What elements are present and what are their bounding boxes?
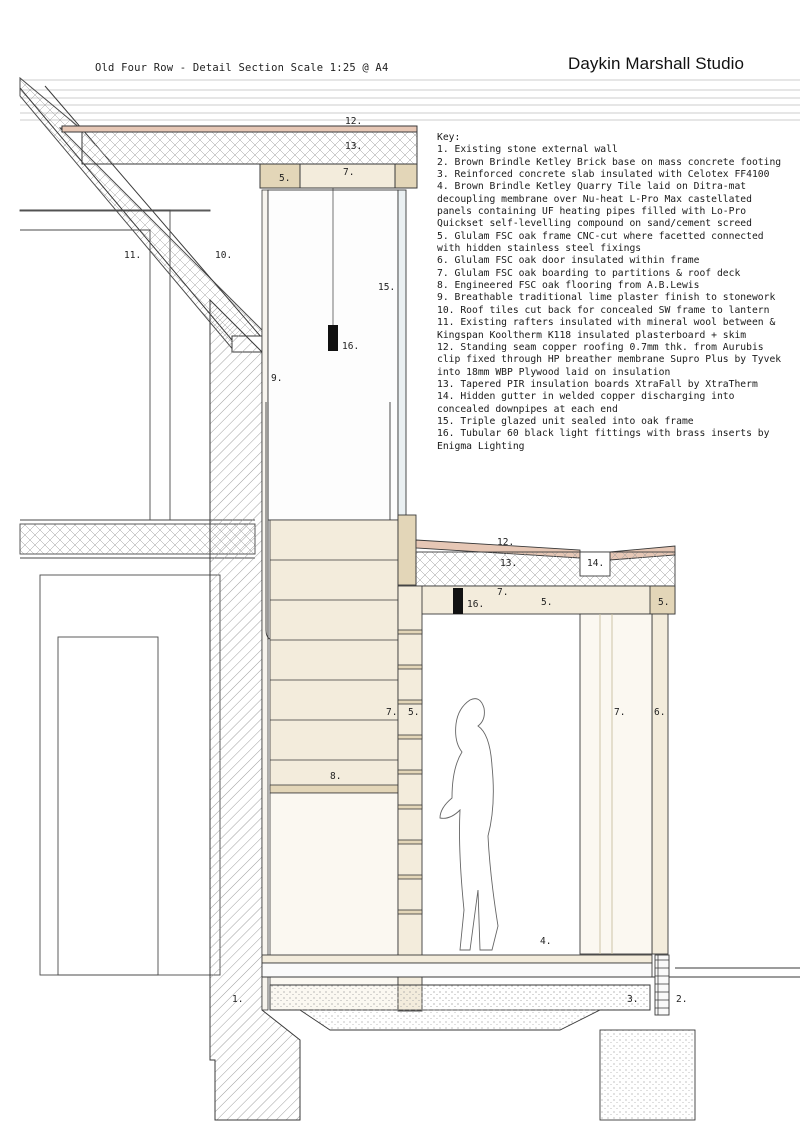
key-legend <box>437 132 789 453</box>
key-item-13: 13. Tapered PIR insulation boards XtraFall by XtraTherm <box>437 378 758 390</box>
label-11: 11. <box>124 250 142 261</box>
label-9: 9. <box>271 373 283 384</box>
existing-roof <box>20 78 262 352</box>
key-item-12: 12. Standing seam copper roofing 0.7mm thk. from Aurubis clip fixed through HP breather membrane Supro Plus by Tyvek into 18mm WBP Plywood laid on insulation <box>437 341 782 378</box>
lantern-roof <box>62 126 417 188</box>
label-14: 14. <box>587 558 605 569</box>
key-item-9: 9. Breathable traditional lime plaster finish to stonework <box>437 292 776 304</box>
label-5-column: 5. <box>408 707 420 718</box>
key-item-4: 4. Brown Brindle Ketley Quarry Tile laid on Ditra-mat decoupling membrane over Nu-heat L-Pro Max castellated panels containing UF heating pipes filled with Lo-Pro Quickset self-levelling compound on sand/cement screed <box>437 181 752 230</box>
key-item-10: 10. Roof tiles cut back for concealed SW frame to lantern <box>437 304 770 316</box>
key-item-11: 11. Existing rafters insulated with mineral wool between & Kingspan Kooltherm K118 insulated plasterboard + skim <box>437 317 776 341</box>
label-5-lower-roof: 5. <box>541 597 553 608</box>
key-item-5: 5. Glulam FSC oak frame CNC-cut where facetted connected with hidden stainless steel fixings <box>437 230 764 255</box>
label-2: 2. <box>676 994 688 1005</box>
label-4: 4. <box>540 936 552 947</box>
label-7-right: 7. <box>614 707 626 718</box>
label-6: 6. <box>654 707 666 718</box>
studio-name: Daykin Marshall Studio <box>568 54 745 73</box>
light-16-lower <box>453 588 463 614</box>
key-item-16: 16. Tubular 60 black light fittings with brass inserts by Enigma Lighting <box>437 428 770 452</box>
key-item-8: 8. Engineered FSC oak flooring from A.B.Lewis <box>437 280 700 292</box>
label-13-lower: 13. <box>500 558 518 569</box>
key-title: Key: <box>437 132 461 143</box>
oak-frame-columns <box>398 586 668 1011</box>
key-item-6: 6. Glulam FSC oak door insulated within frame <box>437 255 700 267</box>
label-7-upper: 7. <box>343 167 355 178</box>
key-item-15: 15. Triple glazed unit sealed into oak frame <box>437 415 694 427</box>
label-13-upper: 13. <box>345 141 363 152</box>
label-3: 3. <box>627 994 639 1005</box>
label-10: 10. <box>215 250 233 261</box>
key-item-7: 7. Glulam FSC oak boarding to partitions & roof deck <box>437 267 741 279</box>
light-16-upper <box>328 325 338 351</box>
key-item-14: 14. Hidden gutter in welded copper discharging into concealed downpipes at each end <box>437 391 735 415</box>
label-5-right: 5. <box>658 597 670 608</box>
label-7-partition: 7. <box>386 707 398 718</box>
label-1: 1. <box>232 994 244 1005</box>
label-7-lower-roof: 7. <box>497 587 509 598</box>
oak-stair <box>270 520 398 1010</box>
sheet-subtitle: Old Four Row - Detail Section Scale 1:25 @ A4 <box>95 62 389 74</box>
label-15: 15. <box>378 282 396 293</box>
background-roof-lines <box>20 80 800 120</box>
label-8: 8. <box>330 771 342 782</box>
key-item-2: 2. Brown Brindle Ketley Brick base on mass concrete footing <box>437 156 782 168</box>
label-12-lower: 12. <box>497 537 515 548</box>
person-silhouette <box>440 699 498 950</box>
label-12-upper: 12. <box>345 116 363 127</box>
lower-roof <box>398 515 675 614</box>
label-5-upper: 5. <box>279 173 291 184</box>
key-item-1: 1. Existing stone external wall <box>437 144 618 156</box>
label-16-upper: 16. <box>342 341 360 352</box>
label-16-lower: 16. <box>467 599 485 610</box>
key-item-3: 3. Reinforced concrete slab insulated with Celotex FF4100 <box>437 169 770 181</box>
